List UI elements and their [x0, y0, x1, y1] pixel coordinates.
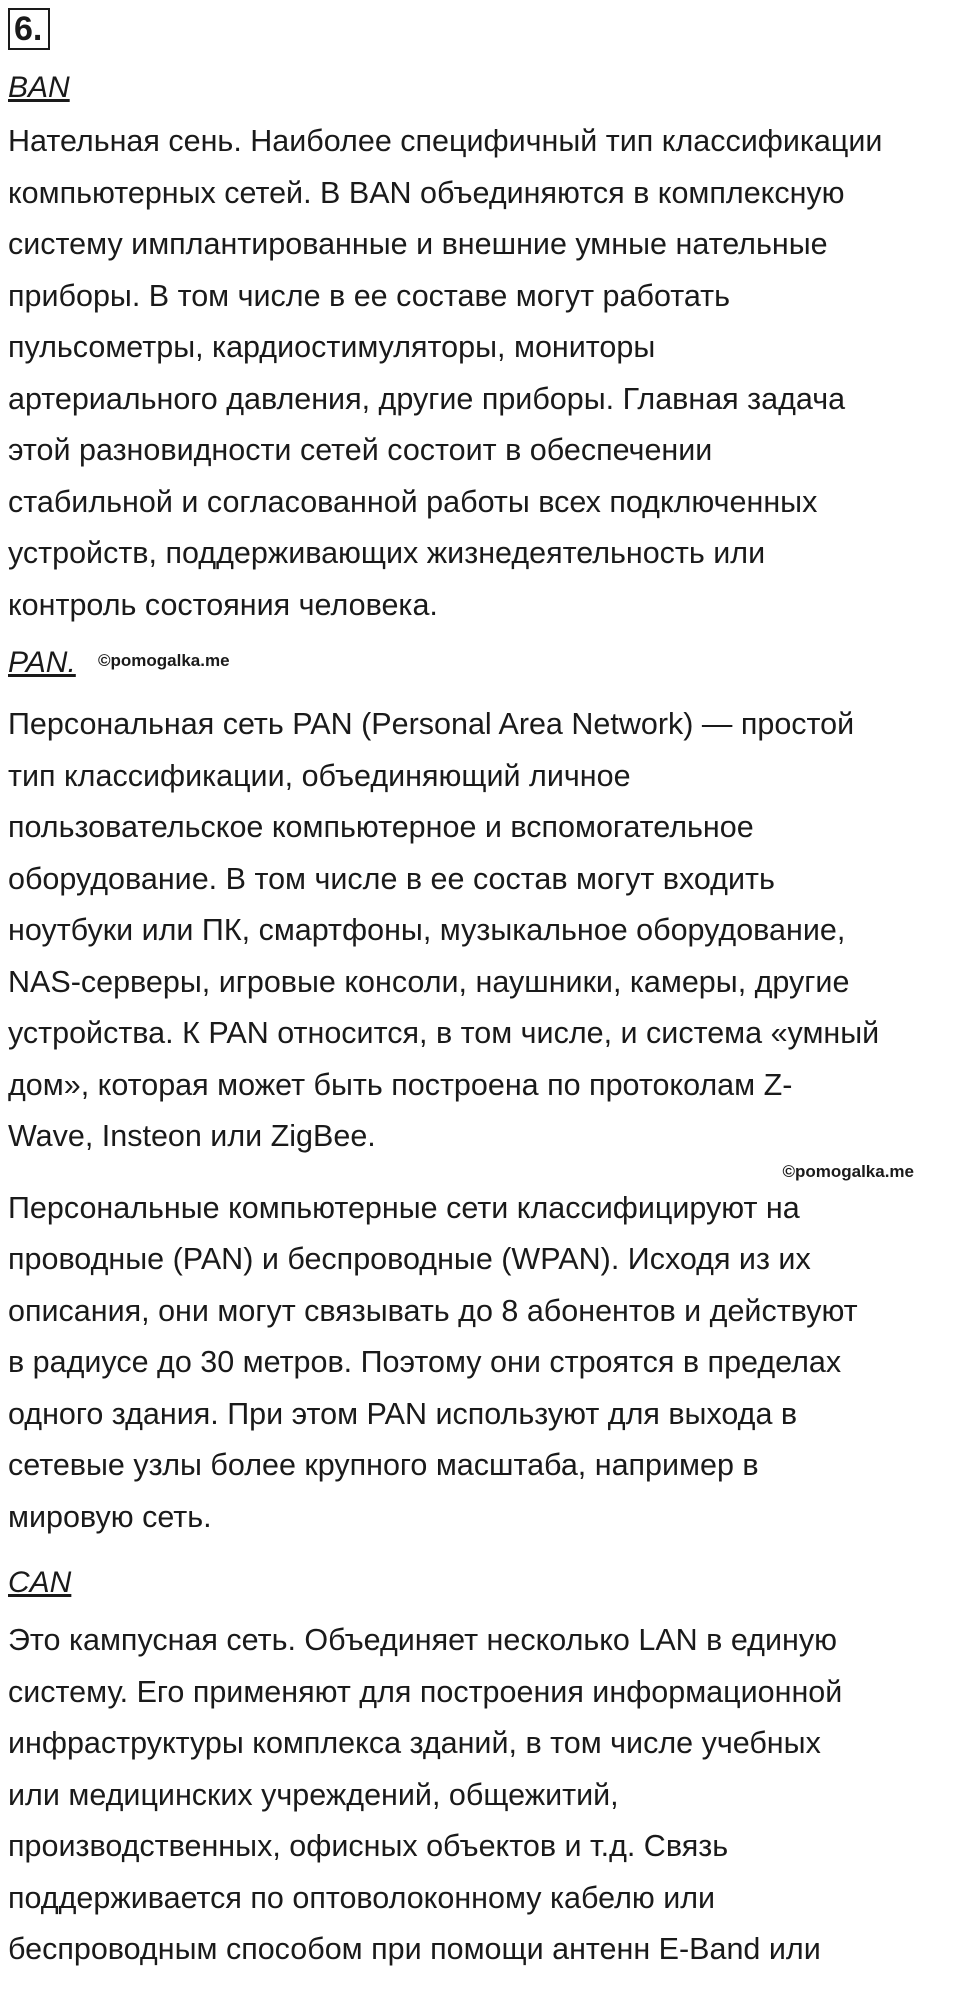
text-line: мировую сеть. — [8, 1499, 212, 1534]
text-line: систему. Его применяют для построения информационной — [8, 1674, 843, 1709]
text-line: Wave, Insteon или ZigBee. — [8, 1119, 376, 1153]
text-line: артериального давления, другие приборы. Главная задача — [8, 381, 846, 416]
text-line: в радиусе до 30 метров. Поэтому они строятся в пределах — [8, 1345, 842, 1379]
text-line: систему имплантированные и внешние умные нательные — [8, 227, 828, 261]
paragraph-pan-2 — [8, 1183, 950, 1544]
text-line: стабильной и согласованной работы всех подключенных — [8, 484, 818, 519]
text-line: компьютерных сетей. В BAN объединяются в комплексную — [8, 175, 845, 210]
section-heading-row-can — [8, 1543, 950, 1605]
text-line: описания, они могут связывать до 8 абонентов и действуют — [8, 1293, 858, 1328]
section-heading-ban: BAN — [8, 71, 70, 104]
section-heading-row-ban — [8, 52, 950, 112]
paragraph-pan-1 — [8, 699, 950, 1163]
text-line: ноутбуки или ПК, смартфоны, музыкальное оборудование, — [8, 913, 846, 947]
section-heading-pan: PAN. — [8, 646, 76, 679]
text-line: одного здания. При этом PAN используют для выхода в — [8, 1396, 798, 1431]
text-line: инфраструктуры комплекса зданий, в том числе учебных — [8, 1726, 821, 1760]
text-line: беспроводным способом при помощи антенн E-Band или — [8, 1932, 821, 1966]
text-line: пользовательское компьютерное и вспомогательное — [8, 810, 754, 844]
paragraph-can — [8, 1615, 950, 1976]
section-heading-row-pan — [8, 631, 950, 683]
text-line: проводные (PAN) и беспроводные (WPAN). Исходя из их — [8, 1242, 811, 1276]
task-number: 6. — [8, 8, 50, 50]
text-line: дом», которая может быть построена по протоколам Z- — [8, 1067, 793, 1102]
text-line: оборудование. В том числе в ее состав могут входить — [8, 861, 775, 896]
text-line: устройств, поддерживающих жизнедеятельность или — [8, 536, 766, 570]
text-line: контроль состояния человека. — [8, 587, 438, 622]
text-line: NAS-серверы, игровые консоли, наушники, камеры, другие — [8, 964, 850, 999]
paragraph-ban — [8, 116, 950, 631]
text-line: Нательная сень. Наиболее специфичный тип классификации — [8, 124, 883, 158]
text-line: Персональные компьютерные сети классифицируют на — [8, 1190, 800, 1225]
text-line: пульсометры, кардиостимуляторы, мониторы — [8, 330, 656, 364]
text-line: поддерживается по оптоволоконному кабелю или — [8, 1880, 716, 1915]
text-line: этой разновидности сетей состоит в обеспечении — [8, 433, 713, 467]
text-line: устройства. К PAN относится, в том числе, и система «умный — [8, 1016, 880, 1050]
text-line: приборы. В том числе в ее составе могут работать — [8, 278, 731, 313]
text-line: тип классификации, объединяющий личное — [8, 758, 631, 793]
watermark: ©pomogalka.me — [98, 651, 230, 670]
watermark: ©pomogalka.me — [782, 1161, 914, 1181]
text-line: или медицинских учреждений, общежитий, — [8, 1777, 619, 1812]
text-line: Персональная сеть PAN (Personal Area Network) — простой — [8, 707, 855, 741]
text-line: Это кампусная сеть. Объединяет несколько LAN в единую — [8, 1623, 837, 1657]
text-line: производственных, офисных объектов и т.д. Связь — [8, 1829, 729, 1863]
text-line: сетевые узлы более крупного масштаба, например в — [8, 1448, 759, 1482]
section-heading-can: CAN — [8, 1566, 72, 1599]
